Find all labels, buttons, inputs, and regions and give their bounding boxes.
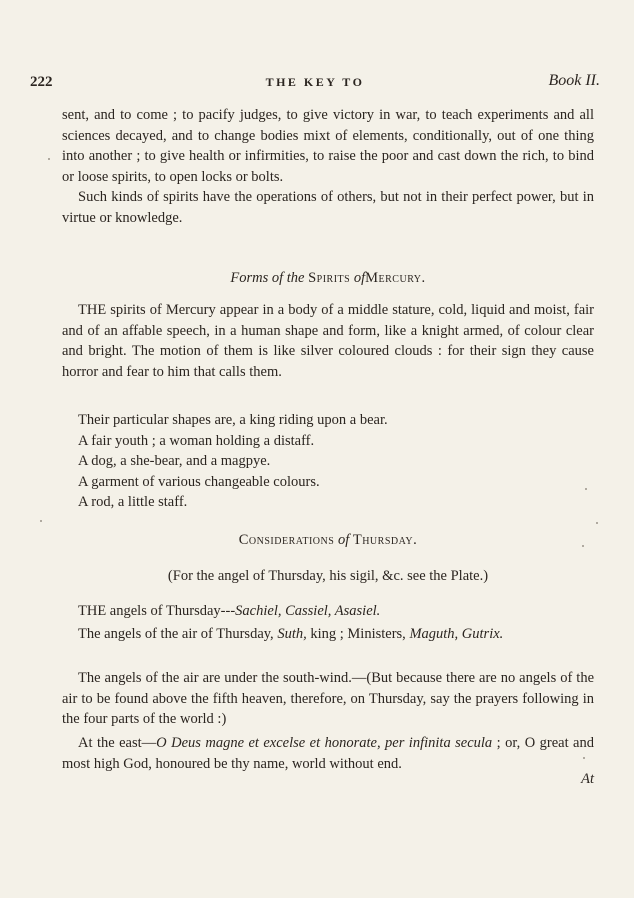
section-heading-thursday (62, 530, 594, 551)
king-label: king ; (310, 626, 344, 642)
section-heading-mercury (62, 268, 594, 289)
heading-forms-text: Forms of the (230, 270, 305, 286)
prayer-latin: O Deus magne et excelse et honorate, per infinita secula (156, 735, 493, 751)
air-angels-lead: The angels of the air of Thursday, (78, 626, 274, 642)
paragraph-spirit-kinds: Such kinds of spirits have the operations of others, but not in their perfect power, but in virtue or knowledge. (62, 189, 594, 226)
running-header (30, 74, 600, 94)
heading-considerations-text: Considerations (238, 532, 335, 548)
paper-speck (48, 158, 50, 160)
paragraph-south-wind: The angels of the air are under the south-wind.—(But because there are no angels of the air to be found above the fifth heaven, therefore, on Thursday, say the prayers following in the four parts of the world :) (62, 670, 594, 727)
paper-speck (583, 757, 585, 759)
king-name: Suth, (277, 626, 307, 642)
list-item: A rod, a little staff. (78, 494, 188, 510)
heading-of-text: of (353, 270, 366, 286)
plate-note: (For the angel of Thursday, his sigil, &c. see the Plate.) (167, 568, 489, 584)
heading-mercury-text: Mercury. (365, 270, 426, 286)
catchword: At (581, 771, 594, 787)
prayer-rest: ; or, O great and most high God, honoured be thy name, world without end. (62, 735, 594, 772)
paragraph-prayer-east (62, 733, 594, 774)
prayer-lead: At the east— (78, 735, 157, 751)
ministers-names: Maguth, Gutrix. (409, 626, 504, 642)
paper-speck (585, 488, 587, 490)
heading-thursday-text: Thursday. (352, 532, 418, 548)
paper-speck (40, 520, 42, 522)
paragraph-air-angels (62, 624, 594, 645)
list-item: A garment of various changeable colours. (78, 473, 320, 490)
list-item: A dog, a she-bear, and a magpye. (78, 453, 271, 469)
paragraph-continuation: sent, and to come ; to pacify judges, to give victory in war, to teach experiments and all sciences decayed, and to change bodies mixt of elements, conditionally, out of one thing into another ; to give health or infirmities, to raise the poor and cast down the rich, to bind or loose spirits, to open locks or bolts. (62, 107, 594, 185)
angels-lead: THE angels of Thursday--- (78, 603, 236, 619)
list-item: Their particular shapes are, a king riding upon a bear. (78, 412, 388, 428)
heading-spirits-text: Spirits (308, 270, 351, 286)
running-title: THE KEY TO (265, 75, 365, 89)
heading-of-text: of (337, 532, 350, 548)
paper-speck (596, 522, 598, 524)
ministers-label: Ministers, (347, 626, 406, 642)
book-label: Book II. (548, 72, 600, 89)
page-number: 222 (30, 74, 53, 90)
shapes-list (78, 410, 388, 513)
angel-names: Sachiel, Cassiel, Asasiel. (235, 603, 381, 619)
paper-speck (582, 545, 584, 547)
paragraph-mercury-spirits: THE spirits of Mercury appear in a body of a middle stature, cold, liquid and moist, fair and of an affable speech, in a human shape and form, like a knight armed, of colour clear and bright. The motion of them is like silver coloured clouds : for their sign they cause horror and fear to him that calls them. (62, 302, 594, 380)
list-item: A fair youth ; a woman holding a distaff. (78, 432, 315, 449)
paragraph-angels (62, 601, 594, 622)
